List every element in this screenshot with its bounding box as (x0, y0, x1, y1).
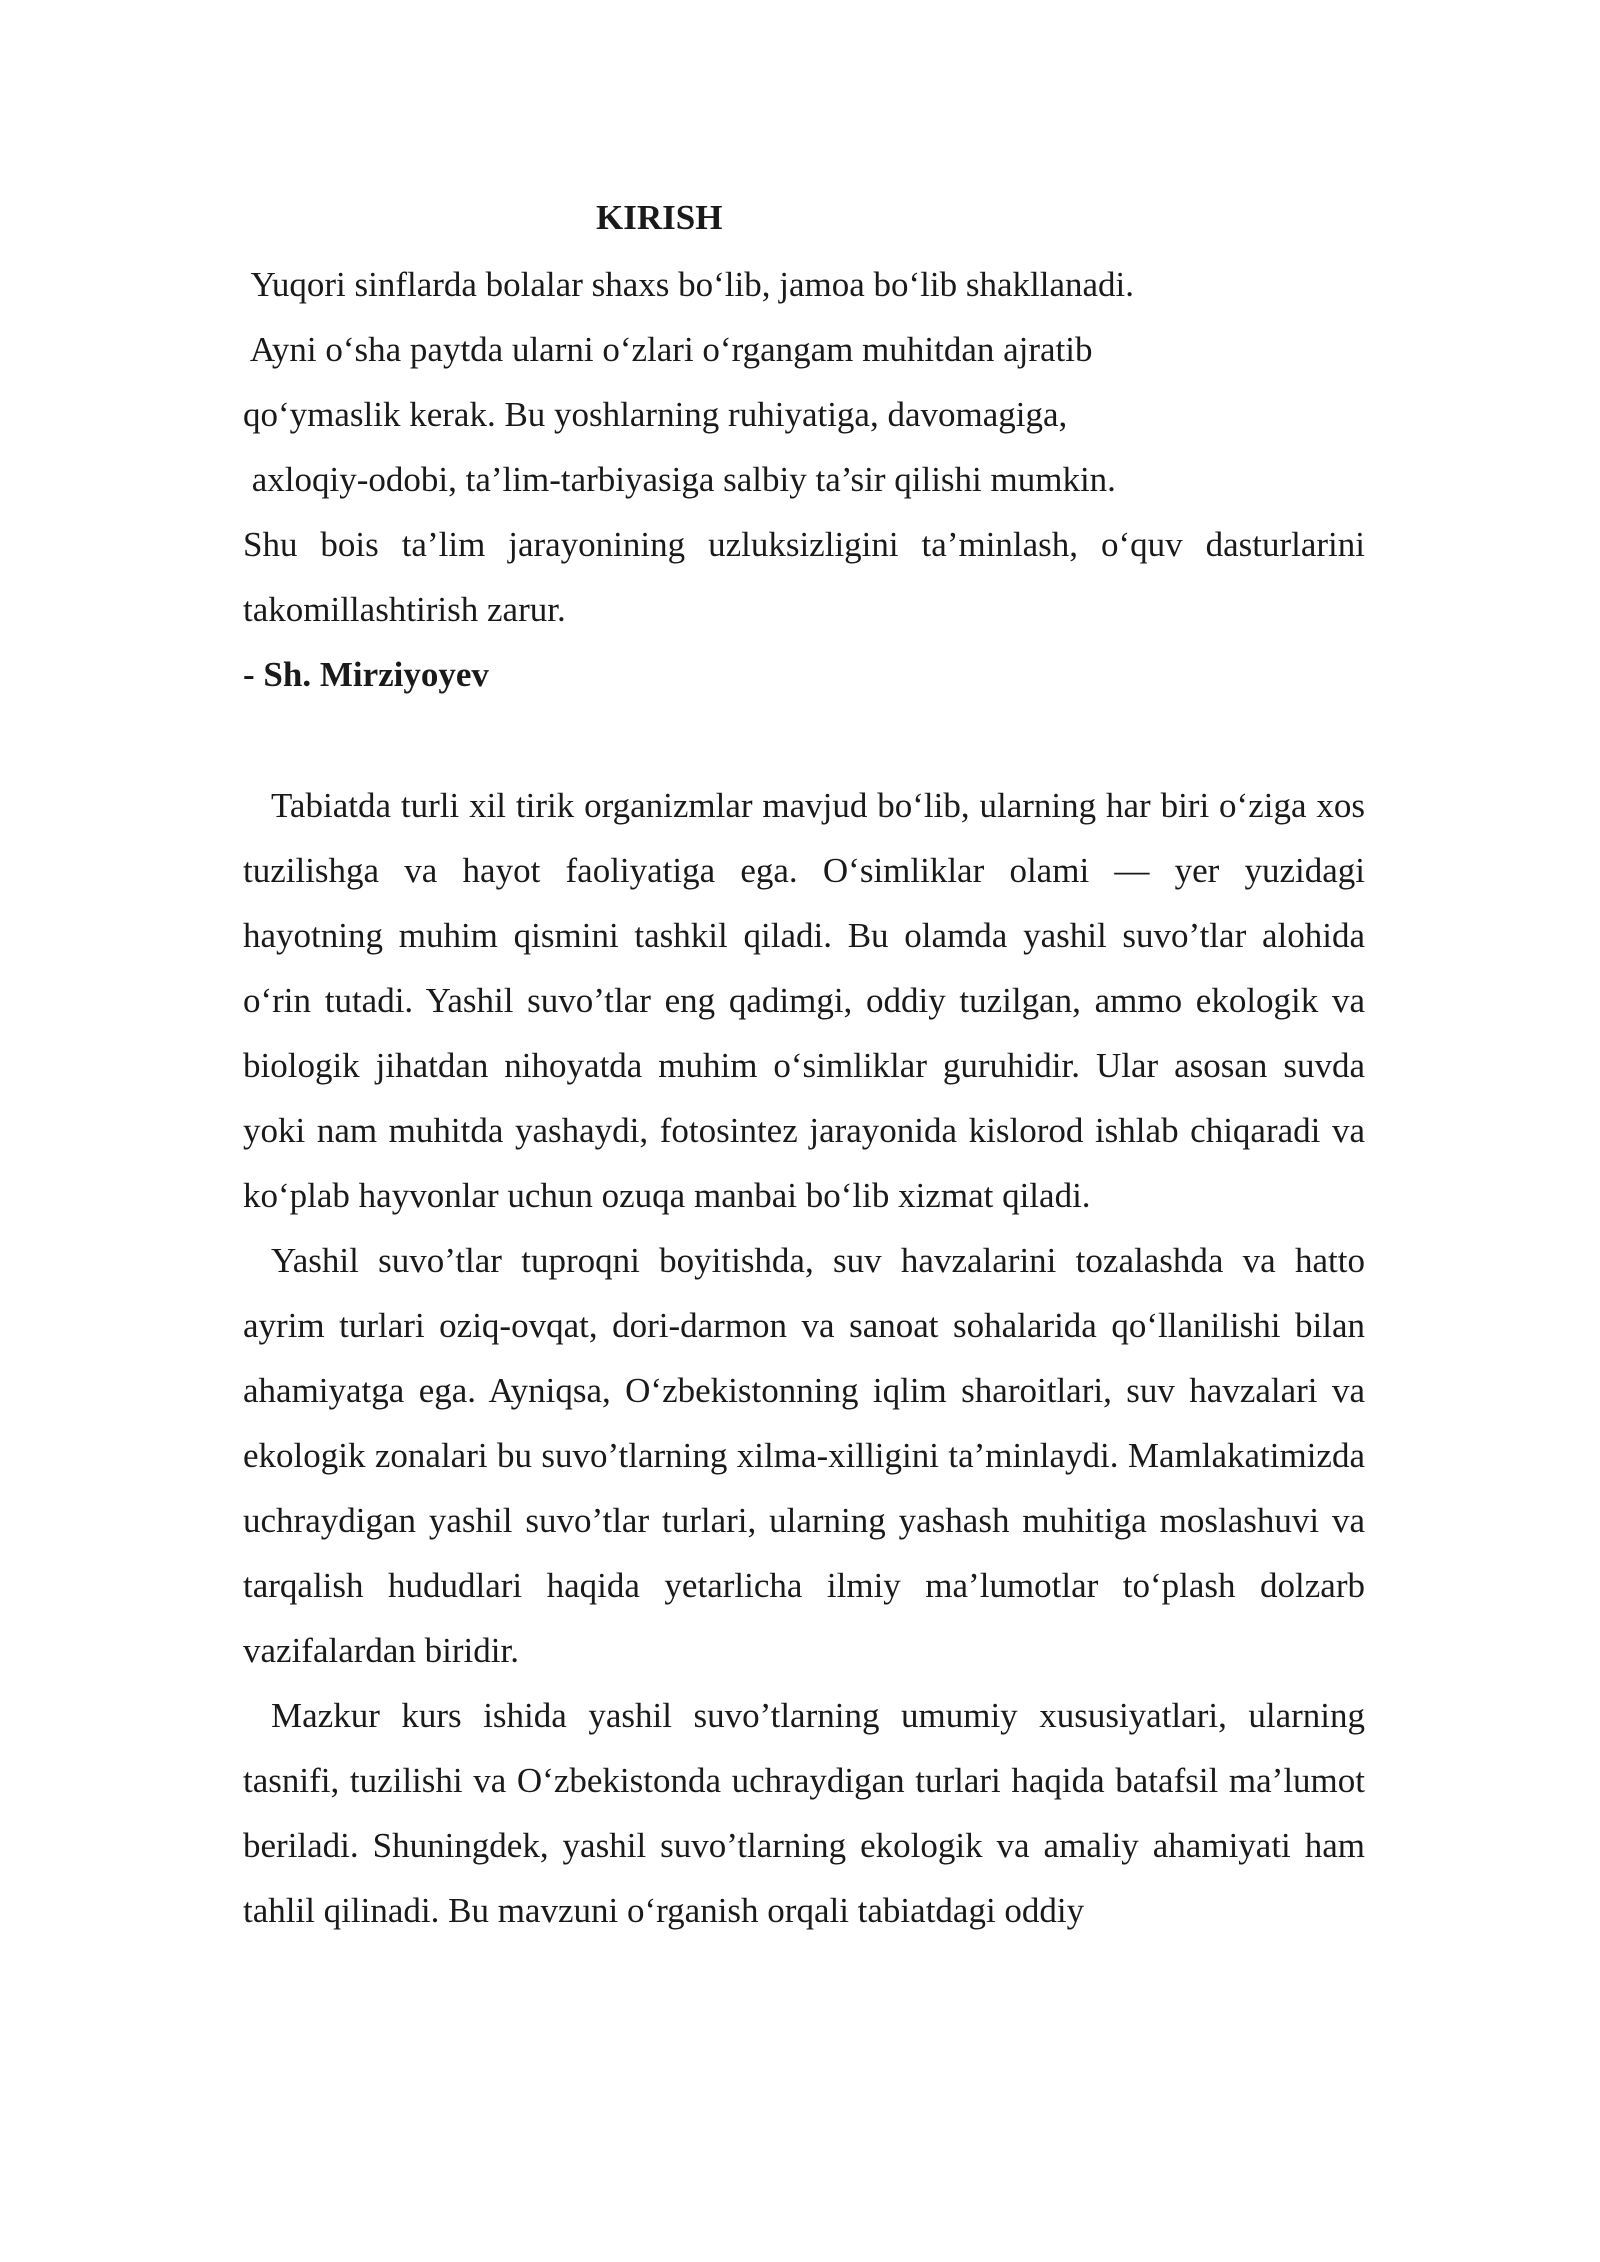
paragraph: Mazkur kurs ishida yashil suvo’tlarning umumiy xususiyatlari, ularning tasnifi, tuzilishi va O‘zbekistonda uchraydigan turlari haqida batafsil ma’lumot beriladi. Shuningdek, yashil suvo’tlarning ekologik va amaliy ahamiyati ham tahlil qilinadi. Bu mavzuni o‘rganish orqali tabiatdagi oddiy (243, 1696, 1365, 1930)
paragraph: Yashil suvo’tlar tuproqni boyitishda, suv havzalarini tozalashda va hatto ayrim turlari oziq-ovqat, dori-darmon va sanoat sohalarida qo‘llanilishi bilan ahamiyatga ega. Ayniqsa, O‘zbekistonning iqlim sharoitlari, suv havzalari va ekologik zonalari bu suvo’tlarning xilma-xilligini ta’minlaydi. Mamlakatimizda uchraydigan yashil suvo’tlar turlari, ularning yashash muhitiga moslashuvi va tarqalish hududlari haqida yetarlicha ilmiy ma’lumotlar to‘plash dolzarb vazifalardan biridir. (243, 1241, 1365, 1670)
epigraph-line: Ayni o‘sha paytda ularni o‘zlari o‘rgangam muhitdan ajratib (243, 330, 1093, 369)
epigraph (243, 252, 1365, 707)
epigraph-author: - Sh. Mirziyoyev (243, 655, 489, 694)
epigraph-line: Yuqori sinflarda bolalar shaxs bo‘lib, jamoa bo‘lib shakllanadi. (243, 265, 1134, 304)
page-title: KIRISH (596, 198, 723, 237)
epigraph-line: qo‘ymaslik kerak. Bu yoshlarning ruhiyatiga, davomagiga, (243, 395, 1068, 434)
body-text (243, 773, 1365, 1943)
epigraph-line: takomillashtirish zarur. (243, 590, 566, 629)
epigraph-line: axloqiy-odobi, ta’lim-tarbiyasiga salbiy ta’sir qilishi mumkin. (243, 460, 1116, 499)
paragraph: Tabiatda turli xil tirik organizmlar mavjud bo‘lib, ularning har biri o‘ziga xos tuzilishga va hayot faoliyatiga ega. O‘simliklar olami — yer yuzidagi hayotning muhim qismini tashkil qiladi. Bu olamda yashil suvo’tlar alohida o‘rin tutadi. Yashil suvo’tlar eng qadimgi, oddiy tuzilgan, ammo ekologik va biologik jihatdan nihoyatda muhim o‘simliklar guruhidir. Ular asosan suvda yoki nam muhitda yashaydi, fotosintez jarayonida kislorod ishlab chiqaradi va ko‘plab hayvonlar uchun ozuqa manbai bo‘lib xizmat qiladi. (243, 786, 1365, 1215)
epigraph-line: Shu bois ta’lim jarayonining uzluksizligini ta’minlash, o‘quv dasturlarini (243, 525, 1365, 564)
